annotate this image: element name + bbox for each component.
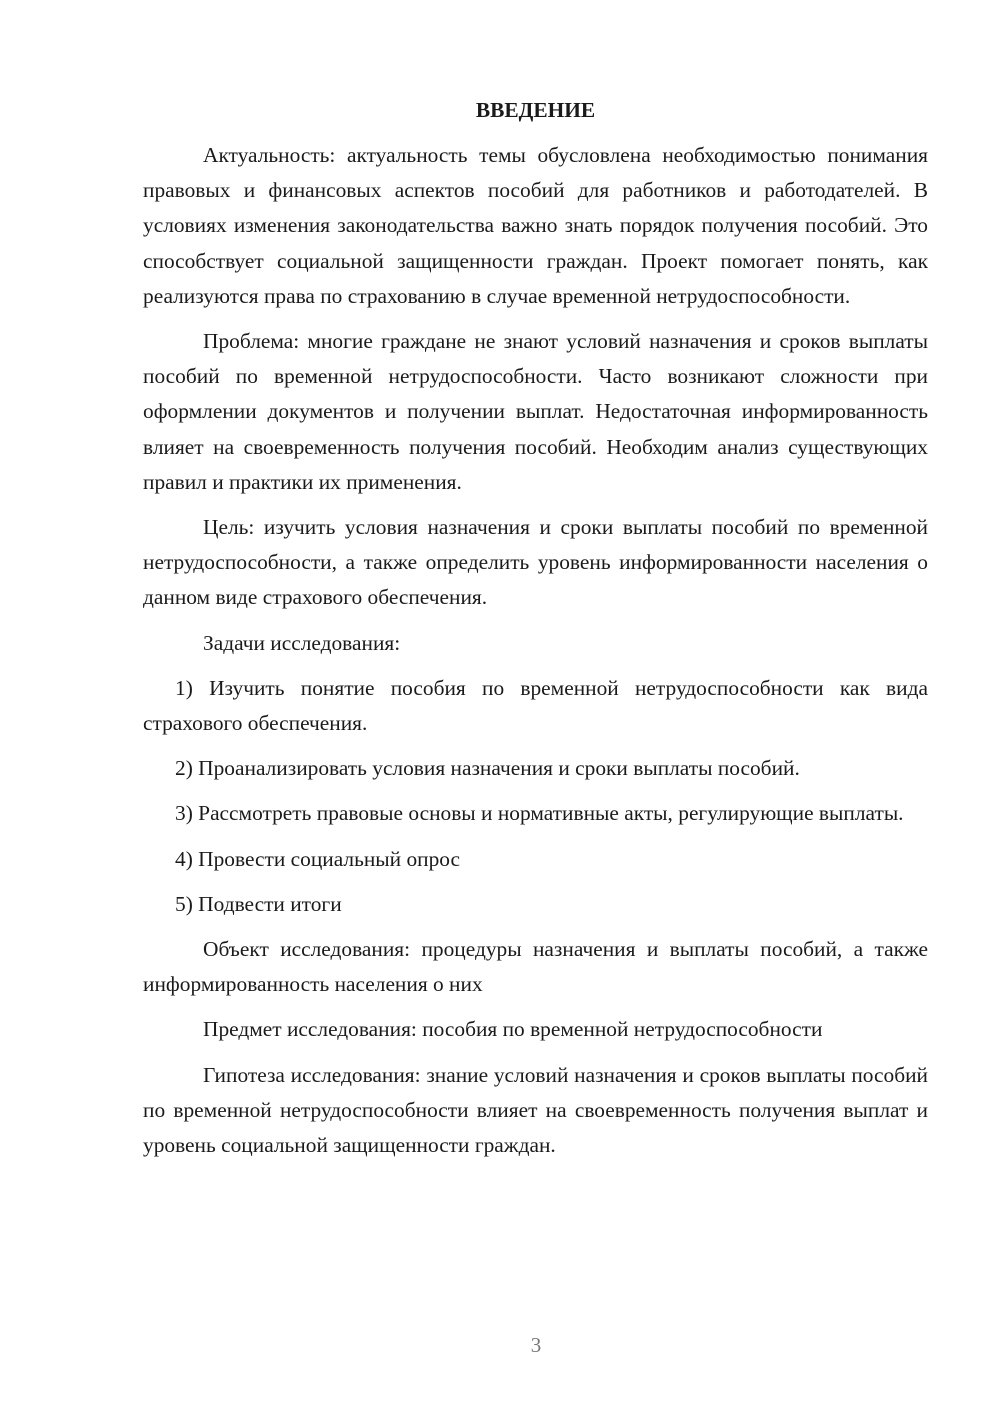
task-item-3: 3) Рассмотреть правовые основы и нормативные акты, регулирующие выплаты. [175,801,904,826]
task-item-2: 2) Проанализировать условия назначения и сроки выплаты пособий. [175,756,800,781]
task-item-5: 5) Подвести итоги [175,891,342,916]
problem-paragraph: Проблема: многие граждане не знают условий назначения и сроков выплаты пособий по временной нетрудоспособности. Часто возникают сложности при оформлении документов и получении выплат. Недостаточная информированность влияет на своевременность получения пособий. Необходим анализ существующих правил и практики их применения. [143,329,928,494]
task-item-4: 4) Провести социальный опрос [175,846,461,871]
goal-paragraph: Цель: изучить условия назначения и сроки выплаты пособий по временной нетрудоспособности, а также определить уровень информированности населения о данном виде страхового обеспечения. [143,515,928,610]
object-paragraph: Объект исследования: процедуры назначения и выплаты пособий, а также информированность населения о них [143,937,928,997]
section-title: ВВЕДЕНИЕ [475,98,596,122]
relevance-paragraph: Актуальность: актуальность темы обусловлена необходимостью понимания правовых и финансовых аспектов пособий для работников и работодателей. В условиях изменения законодательства важно знать порядок получения пособий. Это способствует социальной защищенности граждан. Проект помогает понять, как реализуются права по страхованию в случае временной нетрудоспособности. [143,143,928,308]
subject-paragraph: Предмет исследования: пособия по временной нетрудоспособности [203,1017,823,1042]
page-number: 3 [530,1333,542,1357]
task-item-1: 1) Изучить понятие пособия по временной нетрудоспособности как вида страхового обеспечения. [143,675,928,736]
hypothesis-paragraph: Гипотеза исследования: знание условий назначения и сроков выплаты пособий по временной нетрудоспособности влияет на своевременность получения выплат и уровень социальной защищенности граждан. [143,1062,928,1158]
page-content [143,92,928,1173]
tasks-heading: Задачи исследования: [203,630,401,655]
